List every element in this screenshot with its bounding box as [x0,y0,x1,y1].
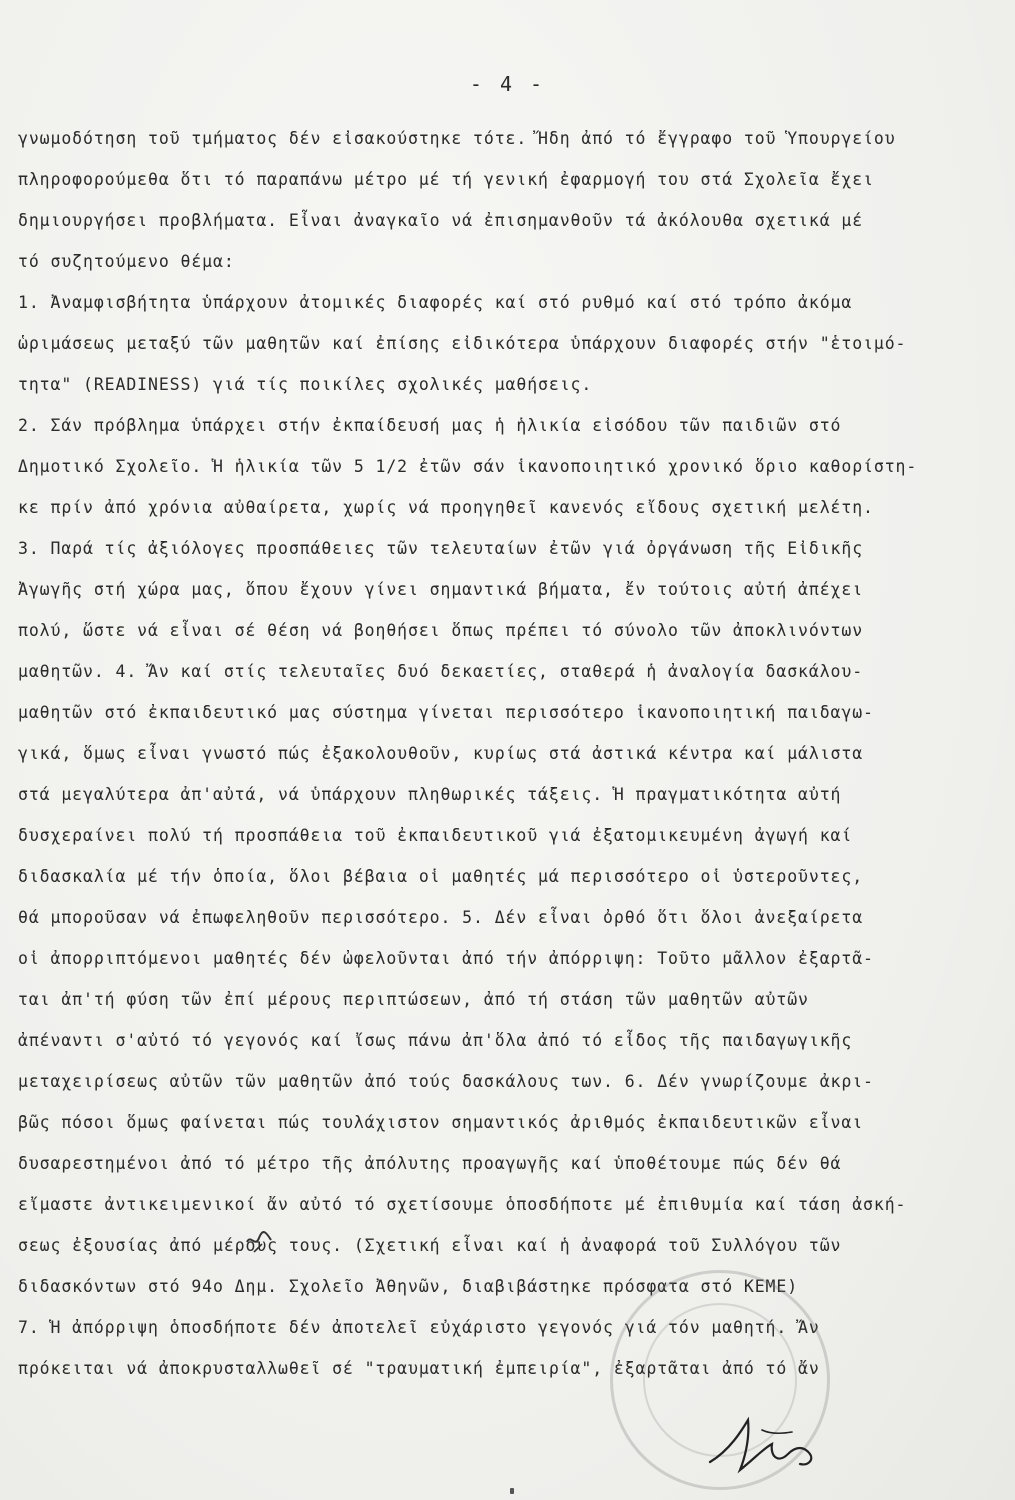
text-line: βῶς πόσοι ὅμως φαίνεται πώς τουλάχιστον σημαντικός ἀριθμός ἐκπαιδευτικῶν εἶναι [18,1113,864,1132]
text-line: στά μεγαλύτερα ἀπ'αὐτά, νά ὑπάρχουν πληθωρικές τάξεις. Ἡ πραγματικότητα αὐτή [18,785,842,804]
text-line: 7. Ἡ ἀπόρριψη ὁποσδήποτε δέν ἀποτελεῖ εὐχάριστο γεγονός γιά τόν μαθητή. Ἄν [18,1318,820,1337]
text-line: 1. Ἀναμφισβήτητα ὑπάρχουν ἀτομικές διαφορές καί στό ρυθμό καί στό τρόπο ἀκόμα [18,293,853,312]
text-line: μεταχειρίσεως αὐτῶν τῶν μαθητῶν ἀπό τούς δασκάλους των. 6. Δέν γνωρίζουμε ἀκρι- [18,1072,874,1091]
handwritten-insertion-mark [244,1228,274,1254]
text-line: δημιουργήσει προβλήματα. Εἶναι ἀναγκαῖο νά ἐπισημανθοῦν τά ἀκόλουθα σχετικά μέ [18,211,864,230]
text-line: 2. Σάν πρόβλημα ὑπάρχει στήν ἐκπαίδευσή μας ἡ ἡλικία εἰσόδου τῶν παιδιῶν στό [18,416,842,435]
text-line: γικά, ὅμως εἶναι γνωστό πώς ἐξακολουθοῦν, κυρίως στά ἀστικά κέντρα καί μάλιστα [18,744,864,763]
text-line: σεως ἐξουσίας ἀπό μέρους τους. (Σχετική εἶναι καί ἡ ἀναφορά τοῦ Συλλόγου τῶν [18,1236,842,1255]
text-line: ὡριμάσεως μεταξύ τῶν μαθητῶν καί ἐπίσης εἰδικότερα ὑπάρχουν διαφορές στήν "ἑτοιμό- [18,334,907,353]
text-line: ἀπέναντι σ'αὐτό τό γεγονός καί ἴσως πάνω ἀπ'ὅλα ἀπό τό εἶδος τῆς παιδαγωγικῆς [18,1031,853,1050]
text-line: γνωμοδότηση τοῦ τμήματος δέν εἰσακούστηκε τότε. Ἤδη ἀπό τό ἔγγραφο τοῦ Ὑπουργείου [18,129,896,148]
text-line: ται ἀπ'τή φύση τῶν ἐπί μέρους περιπτώσεων, ἀπό τή στάση τῶν μαθητῶν αὐτῶν [18,990,809,1009]
text-line: 3. Παρά τίς ἀξιόλογες προσπάθειες τῶν τελευταίων ἐτῶν γιά ὀργάνωση τῆς Εἰδικῆς [18,539,864,558]
text-line: πληροφορούμεθα ὅτι τό παραπάνω μέτρο μέ τή γενική ἐφαρμογή του στά Σχολεῖα ἔχει [18,170,874,189]
text-line: μαθητῶν στό ἐκπαιδευτικό μας σύστημα γίνεται περισσότερο ἱκανοποιητική παιδαγω- [18,703,874,722]
text-line: πολύ, ὥστε νά εἶναι σέ θέση νά βοηθήσει ὅπως πρέπει τό σύνολο τῶν ἀποκλινόντων [18,621,864,640]
page-mark [510,1488,514,1494]
typed-text-body [18,118,993,1389]
text-line: δυσχεραίνει πολύ τή προσπάθεια τοῦ ἐκπαιδευτικοῦ γιά ἐξατομικευμένη ἀγωγή καί [18,826,853,845]
text-line: πρόκειται νά ἀποκρυσταλλωθεῖ σέ "τραυματική ἐμπειρία", ἐξαρτᾶται ἀπό τό ἄν [18,1359,820,1378]
text-line: δυσαρεστημένοι ἀπό τό μέτρο τῆς ἀπόλυτης προαγωγῆς καί ὑποθέτουμε πώς δέν θά [18,1154,842,1173]
text-line: οἱ ἀπορριπτόμενοι μαθητές δέν ὠφελοῦνται ἀπό τήν ἀπόρριψη: Τοῦτο μᾶλλον ἐξαρτᾶ- [18,949,874,968]
page-number: - 4 - [469,72,546,96]
text-line: διδασκόντων στό 94ο Δημ. Σχολεῖο Ἀθηνῶν, διαβιβάστηκε πρόσφατα στό ΚΕΜΕ) [18,1277,799,1296]
text-line: μαθητῶν. 4. Ἄν καί στίς τελευταῖες δυό δεκαετίες, σταθερά ἡ ἀναλογία δασκάλου- [18,662,864,681]
text-line: τό συζητούμενο θέμα: [18,252,235,271]
text-line: τητα" (READINESS) γιά τίς ποικίλες σχολικές μαθήσεις. [18,375,593,394]
handwritten-signature [700,1410,830,1480]
text-line: θά μποροῦσαν νά ἐπωφεληθοῦν περισσότερο. 5. Δέν εἶναι ὀρθό ὅτι ὅλοι ἀνεξαίρετα [18,908,864,927]
text-line: κε πρίν ἀπό χρόνια αὐθαίρετα, χωρίς νά προηγηθεῖ κανενός εἴδους σχετική μελέτη. [18,498,874,517]
text-line: εἴμαστε ἀντικειμενικοί ἄν αὐτό τό σχετίσουμε ὁποσδήποτε μέ ἐπιθυμία καί τάση ἀσκή- [18,1195,907,1214]
text-line: Δημοτικό Σχολεῖο. Ἡ ἡλικία τῶν 5 1/2 ἐτῶν σάν ἱκανοποιητικό χρονικό ὅριο καθορίστη- [18,457,918,476]
text-line: διδασκαλία μέ τήν ὁποία, ὅλοι βέβαια οἱ μαθητές μά περισσότερο οἱ ὑστεροῦντες, [18,867,864,886]
text-line: Ἀγωγῆς στή χώρα μας, ὅπου ἔχουν γίνει σημαντικά βήματα, ἔν τούτοις αὐτή ἀπέχει [18,580,864,599]
